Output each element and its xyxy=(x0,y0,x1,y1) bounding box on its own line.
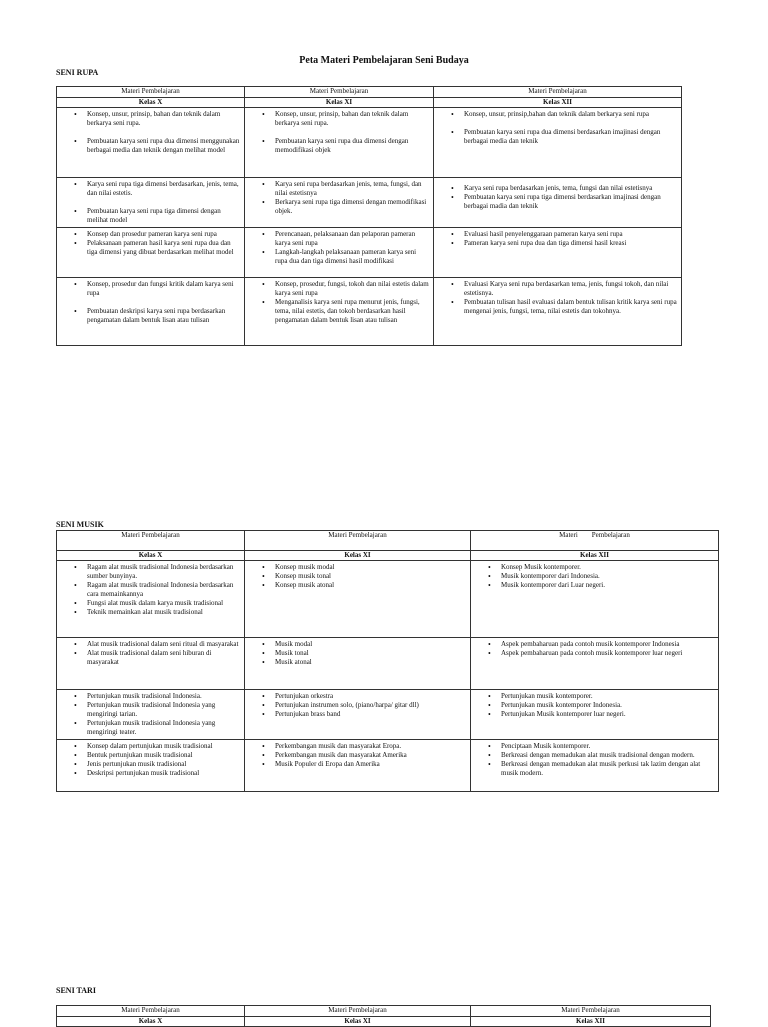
list-item: • Fungsi alat musik dalam karya musik tradisional xyxy=(57,599,241,608)
list-item: • Alat musik tradisional dalam seni ritual di masyarakat xyxy=(57,640,241,649)
list-item: • Konsep musik atonal xyxy=(245,581,467,590)
table-cell xyxy=(434,278,682,346)
list-item: • Pembuatan karya seni rupa tiga dimensi berdasarkan imajinasi dengan berbagai madia dan teknik xyxy=(434,193,678,211)
list-item: • Aspek pembaharuan pada contoh musik kontemporer Indonesia xyxy=(471,640,715,649)
table-cell xyxy=(57,561,245,638)
table-cell xyxy=(245,690,471,740)
table-row xyxy=(57,108,682,178)
table-row xyxy=(57,178,682,228)
list-item: • Perkembangan musik dan masyarakat Amerika xyxy=(245,751,467,760)
section-label-seni-rupa: SENI RUPA xyxy=(56,68,99,77)
list-item: • Pembuatan karya seni rupa dua dimensi menggunakan berbagai media dan teknik dengan melihat model xyxy=(57,137,241,155)
table-cell xyxy=(434,228,682,278)
list-item: • Pertunjukan brass band xyxy=(245,710,467,719)
table-header-row xyxy=(57,531,719,551)
table-header-row xyxy=(57,87,682,98)
section-label-seni-tari: SENI TARI xyxy=(56,986,96,995)
table-row xyxy=(57,228,682,278)
list-item: • Karya seni rupa berdasarkan jenis, tema, fungsi, dan nilai estetisnya xyxy=(245,180,430,198)
list-item: • Konsep dalam pertunjukan musik tradisional xyxy=(57,742,241,751)
list-item: • Evaluasi hasil penyelenggaraan pameran karya seni rupa xyxy=(434,230,678,239)
table-cell xyxy=(245,178,434,228)
header-kelas-x: Kelas X xyxy=(57,1017,245,1027)
table-cell xyxy=(245,638,471,690)
list-item: • Perencanaan, pelaksanaan dan pelaporan pameran karya seni rupa xyxy=(245,230,430,248)
list-item: • Pembuatan karya seni rupa dua dimensi dengan memodifikasi objek xyxy=(245,137,430,155)
list-item: • Konsep, prosedur dan fungsi kritik dalam karya seni rupa xyxy=(57,280,241,298)
table-cell xyxy=(57,178,245,228)
table-cell xyxy=(245,740,471,792)
list-item: • Pameran karya seni rupa dua dan tiga dimensi hasil kreasi xyxy=(434,239,678,248)
table-cell xyxy=(245,228,434,278)
table-row xyxy=(57,278,682,346)
table-cell xyxy=(57,740,245,792)
list-item: • Pertunjukan instrumen solo, (piano/harpa/ gitar dll) xyxy=(245,701,467,710)
list-item: • Berkarya seni rupa tiga dimensi dengan memodifikasi objek. xyxy=(245,198,430,216)
list-item: • Pembuatan karya seni rupa dua dimensi berdasarkan imajinasi dengan berbagai media dan teknik xyxy=(434,128,678,146)
list-item: • Pertunjukan musik kontemporer. xyxy=(471,692,715,701)
list-item: • Pembuatan karya seni rupa tiga dimensi dengan melihat model xyxy=(57,207,241,225)
list-item: • Ragam alat musik tradisional Indonesia berdasarkan sumber bunyinya. xyxy=(57,563,241,581)
list-item: • Pembuatan deskripsi karya seni rupa berdasarkan pengamatan dalam bentuk lisan atau tulisan xyxy=(57,307,241,325)
table-cell xyxy=(471,690,719,740)
header-materi: Materi Pembelajaran xyxy=(57,87,245,98)
table-kelas-row xyxy=(57,1017,711,1027)
list-item: • Musik kontemporer dari Indonesia. xyxy=(471,572,715,581)
list-item: • Karya seni rupa berdasarkan jenis, tema, fungsi dan nilai estetisnya xyxy=(434,184,678,193)
list-item: • Konsep, unsur, prinsip, bahan dan teknik dalam berkarya seni rupa. xyxy=(245,110,430,128)
table-row xyxy=(57,690,719,740)
header-kelas-x: Kelas X xyxy=(57,551,245,561)
header-kelas-xi: Kelas XI xyxy=(245,551,471,561)
list-item: • Berkreasi dengan memadukan alat musik perkusi tak lazim dengan alat musik modern. xyxy=(471,760,715,778)
list-item: • Pelaksanaan pameran hasil karya seni rupa dua dan tiga dimensi yang dibuat berdasarkan melihat model xyxy=(57,239,241,257)
list-item: • Pertunjukan Musik kontemporer luar negeri. xyxy=(471,710,715,719)
table-cell xyxy=(57,690,245,740)
table-header-row xyxy=(57,1006,711,1017)
list-item: • Musik modal xyxy=(245,640,467,649)
list-item: • Deskripsi pertunjukan musik tradisional xyxy=(57,769,241,778)
list-item: • Karya seni rupa tiga dimensi berdasarkan, jenis, tema, dan nilai estetis. xyxy=(57,180,241,198)
table-cell xyxy=(471,740,719,792)
table-cell xyxy=(57,228,245,278)
list-item: • Aspek pembaharuan pada contoh musik kontemporer luar negeri xyxy=(471,649,715,658)
table-cell xyxy=(434,108,682,178)
list-item: • Pertunjukan musik tradisional Indonesia yang mengiringi tarian. xyxy=(57,701,241,719)
header-kelas-xii: Kelas XII xyxy=(471,551,719,561)
list-item: • Evaluasi Karya seni rupa berdasarkan tema, jenis, fungsi tokoh, dan nilai estetisnya. xyxy=(434,280,678,298)
list-item: • Konsep Musik kontemporer. xyxy=(471,563,715,572)
list-item: • Konsep, prosedur, fungsi, tokoh dan nilai estetis dalam karya seni rupa xyxy=(245,280,430,298)
list-item: • Konsep dan prosedur pameran karya seni rupa xyxy=(57,230,241,239)
table-cell xyxy=(57,638,245,690)
list-item: • Berkreasi dengan memadukan alat musik tradisional dengan modern. xyxy=(471,751,715,760)
table-cell xyxy=(245,108,434,178)
table-cell xyxy=(245,278,434,346)
list-item: • Musik kontemporer dari Luar negeri. xyxy=(471,581,715,590)
list-item: • Perkembangan musik dan masyarakat Eropa. xyxy=(245,742,467,751)
header-materi: Materi Pembelajaran xyxy=(471,1006,711,1017)
table-row xyxy=(57,561,719,638)
header-materi: Materi Pembelajaran xyxy=(57,531,245,551)
table-cell xyxy=(434,178,682,228)
header-kelas-xii: Kelas XII xyxy=(471,1017,711,1027)
header-kelas-xii: Kelas XII xyxy=(434,98,682,108)
header-kelas-x: Kelas X xyxy=(57,98,245,108)
list-item: • Musik tonal xyxy=(245,649,467,658)
list-item: • Konsep, unsur, prinsip,bahan dan teknik dalam berkarya seni rupa xyxy=(434,110,678,119)
list-item: • Penciptaan Musik kontemporer. xyxy=(471,742,715,751)
list-item: • Pembuatan tulisan hasil evaluasi dalam bentuk tulisan kritik karya seni rupa mengenai jenis, fungsi, tema, nilai estetis dan tokohnya. xyxy=(434,298,678,316)
table-row xyxy=(57,740,719,792)
table-cell xyxy=(471,561,719,638)
header-materi: Materi Pembelajaran xyxy=(434,87,682,98)
table-cell xyxy=(57,108,245,178)
header-materi: Materi Pembelajaran xyxy=(245,1006,471,1017)
header-kelas-xi: Kelas XI xyxy=(245,98,434,108)
section-label-seni-musik: SENI MUSIK xyxy=(56,520,104,529)
list-item: • Konsep musik modal xyxy=(245,563,467,572)
list-item: • Pertunjukan orkestra xyxy=(245,692,467,701)
list-item: • Langkah-langkah pelaksanaan pameran karya seni rupa dua dan tiga dimensi hasil modifikasi xyxy=(245,248,430,266)
table-cell xyxy=(471,638,719,690)
list-item: • Konsep musik tonal xyxy=(245,572,467,581)
table-seni-musik xyxy=(56,530,719,792)
table-seni-rupa xyxy=(56,86,682,346)
list-item: • Ragam alat musik tradisional Indonesia berdasarkan cara memainkannya xyxy=(57,581,241,599)
list-item: • Musik Populer di Eropa dan Amerika xyxy=(245,760,467,769)
header-materi: Materi Pembelajaran xyxy=(245,531,471,551)
list-item: • Pertunjukan musik tradisional Indonesia. xyxy=(57,692,241,701)
table-cell xyxy=(57,278,245,346)
list-item: • Musik atonal xyxy=(245,658,467,667)
list-item: • Jenis pertunjukan musik tradisional xyxy=(57,760,241,769)
list-item: • Teknik memainkan alat musik tradisional xyxy=(57,608,241,617)
header-materi: Materi Pembelajaran xyxy=(471,531,719,551)
table-kelas-row xyxy=(57,551,719,561)
header-materi: Materi Pembelajaran xyxy=(245,87,434,98)
header-kelas-xi: Kelas XI xyxy=(245,1017,471,1027)
table-kelas-row xyxy=(57,98,682,108)
list-item: • Menganalisis karya seni rupa menurut jenis, fungsi, tema, nilai estetis, dan tokoh berdasarkan hasil pengamatan dalam bentuk lisan atau tulisan xyxy=(245,298,430,325)
header-materi: Materi Pembelajaran xyxy=(57,1006,245,1017)
list-item: • Alat musik tradisional dalam seni hiburan di masyarakat xyxy=(57,649,241,667)
list-item: • Pertunjukan musik tradisional Indonesia yang mengiringi teater. xyxy=(57,719,241,737)
page-title: Peta Materi Pembelajaran Seni Budaya xyxy=(299,55,469,66)
table-row xyxy=(57,638,719,690)
list-item: • Pertunjukan musik kontemporer Indonesia. xyxy=(471,701,715,710)
list-item: • Bentuk pertunjukan musik tradisional xyxy=(57,751,241,760)
list-item: • Konsep, unsur, prinsip, bahan dan teknik dalam berkarya seni rupa. xyxy=(57,110,241,128)
table-cell xyxy=(245,561,471,638)
